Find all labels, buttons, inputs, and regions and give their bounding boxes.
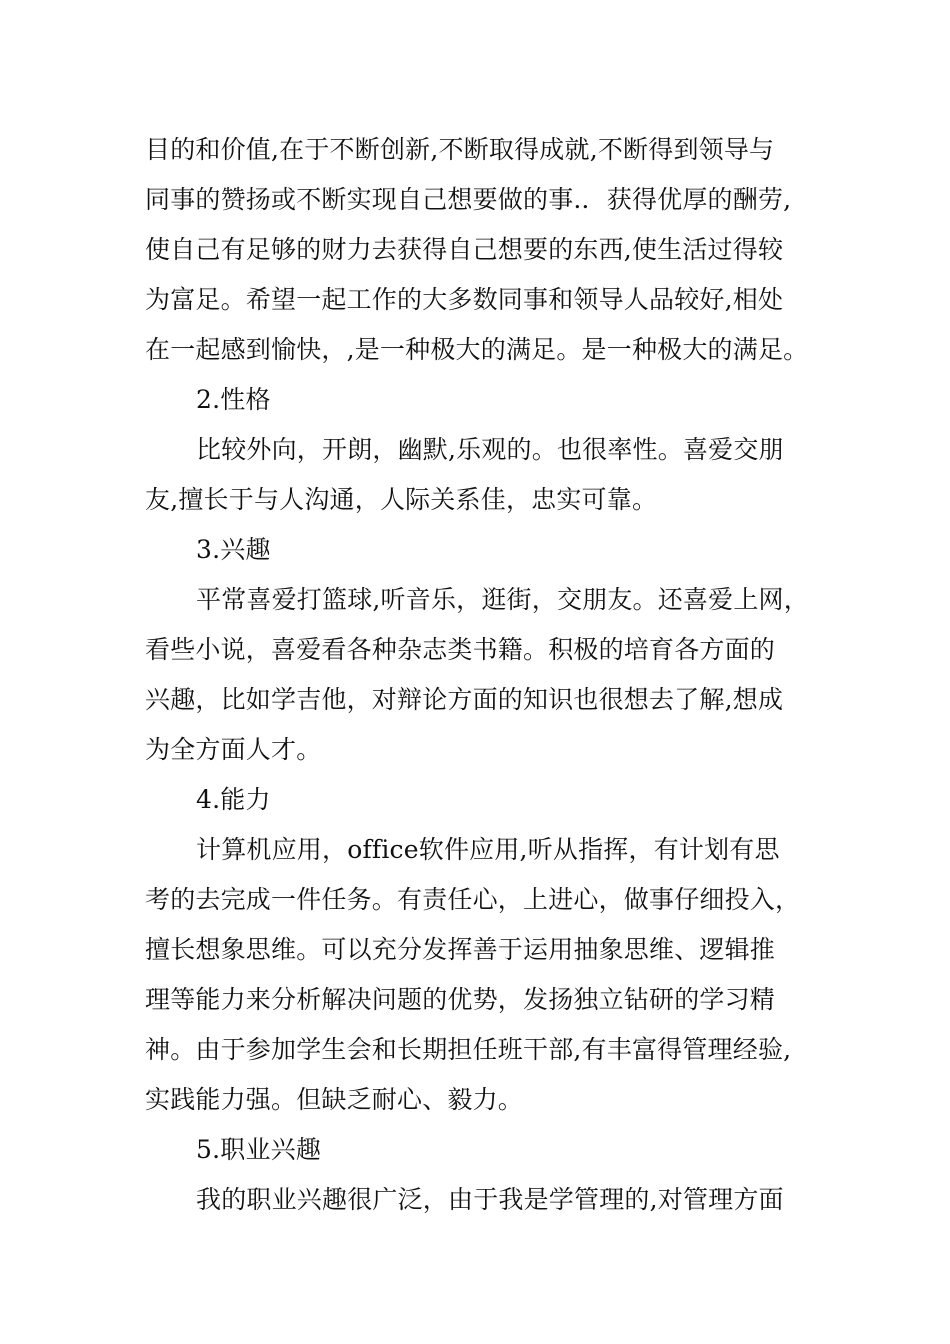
text-line: 平常喜爱打篮球,听音乐，逛街，交朋友。还喜爱上网， [196,585,809,614]
section-heading-personality: 2.性格 [196,385,271,414]
section-heading-career-interests: 5.职业兴趣 [196,1135,322,1164]
text-line: 理等能力来分析解决问题的优势，发扬独立钻研的学习精 [145,985,776,1014]
text-line: 计算机应用，office软件应用,听从指挥，有计划有思 [196,835,780,864]
text-line: 目的和价值,在于不断创新,不断取得成就,不断得到领导与 [145,135,775,164]
section-heading-interests: 3.兴趣 [196,535,271,564]
text-line: 同事的赞扬或不断实现自己想要做的事.．获得优厚的酬劳, [145,185,792,214]
section-heading-abilities: 4.能力 [196,785,271,814]
text-line: 使自己有足够的财力去获得自己想要的东西,使生活过得较 [145,235,784,264]
text-line: 友,擅长于与人沟通，人际关系佳，忠实可靠。 [145,485,658,514]
text-line: 实践能力强。但缺乏耐心、毅力。 [145,1085,524,1114]
text-line: 神。由于参加学生会和长期担任班干部,有丰富得管理经验, [145,1035,792,1064]
text-line: 为富足。希望一起工作的大多数同事和领导人品较好,相处 [145,285,784,314]
text-line: 在一起感到愉快，,是一种极大的满足。是一种极大的满足。 [145,335,809,364]
text-line: 比较外向，开朗，幽默,乐观的。也很率性。喜爱交朋 [196,435,784,464]
text-line: 我的职业兴趣很广泛，由于我是学管理的,对管理方面 [196,1185,784,1214]
text-line: 兴趣，比如学吉他，对辩论方面的知识也很想去了解,想成 [145,685,784,714]
text-line: 擅长想象思维。可以充分发挥善于运用抽象思维、逻辑推 [145,935,776,964]
text-line: 考的去完成一件任务。有责任心，上进心，做事仔细投入， [145,885,801,914]
text-line: 为全方面人才。 [145,735,322,764]
text-line: 看些小说，喜爱看各种杂志类书籍。积极的培育各方面的 [145,635,776,664]
